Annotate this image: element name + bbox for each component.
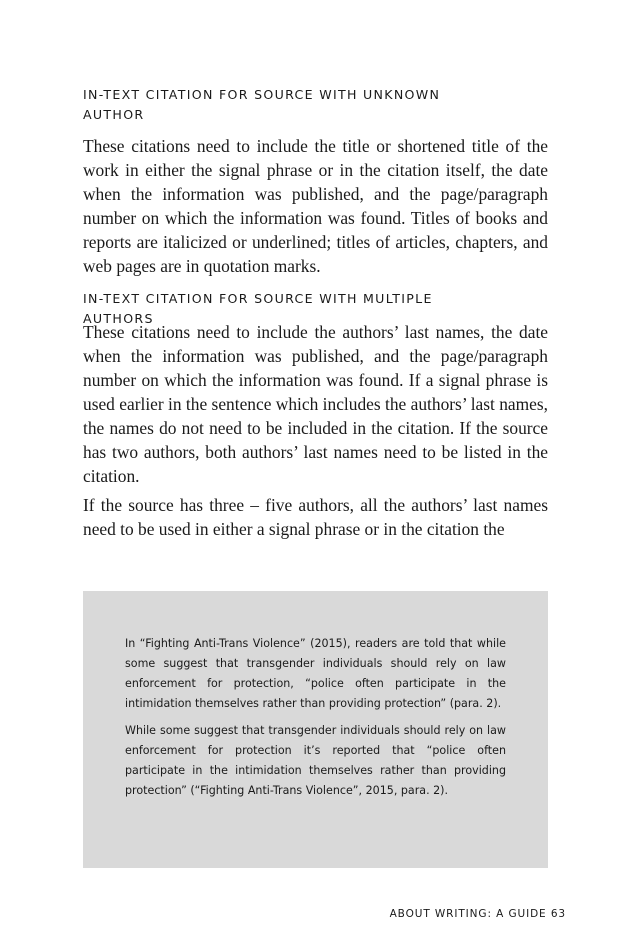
paragraph-unknown-author: These citations need to include the title or shortened title of the work in either the signal phrase or in the citation itself, the date when the information was published, and the page/paragraph number on which the information was found. Titles of books and reports are italicized or underlined; titles of articles, chapters, and web pages are in quotation marks. <box>83 136 548 276</box>
page-footer-running-head: ABOUT WRITING: A GUIDE 63 <box>389 908 566 920</box>
example-paragraph-parenthetical: While some suggest that transgender individuals should rely on law enforcement for protection it’s reported that “police often participate in the intimidation themselves rather than providing protection” (“Fighting Anti-Trans Violence”, 2015, para. 2). <box>125 724 506 797</box>
section-heading-unknown-author: IN-TEXT CITATION FOR SOURCE WITH UNKNOWN AUTHOR <box>83 87 441 122</box>
example-paragraph-signal-phrase: In “Fighting Anti-Trans Violence” (2015), readers are told that while some suggest that transgender individuals should rely on law enforcement for protection, “police often participate in the intimidation themselves rather than providing protection” (para. 2). <box>125 637 506 710</box>
paragraph-multiple-authors: These citations need to include the authors’ last names, the date when the information was published, and the page/paragraph number on which the information was found. If a signal phrase is used earlier in the sentence which includes the authors’ last names, the names do not need to be included in the citation. If the source has two authors, both authors’ last names need to be listed in the citation. <box>83 322 548 486</box>
paragraph-three-five-authors: If the source has three – five authors, all the authors’ last names need to be used in either a signal phrase or in the citation the <box>83 495 548 539</box>
example-box <box>83 591 548 868</box>
section-heading-multiple-authors: IN-TEXT CITATION FOR SOURCE WITH MULTIPLE AUTHORS <box>83 291 433 326</box>
